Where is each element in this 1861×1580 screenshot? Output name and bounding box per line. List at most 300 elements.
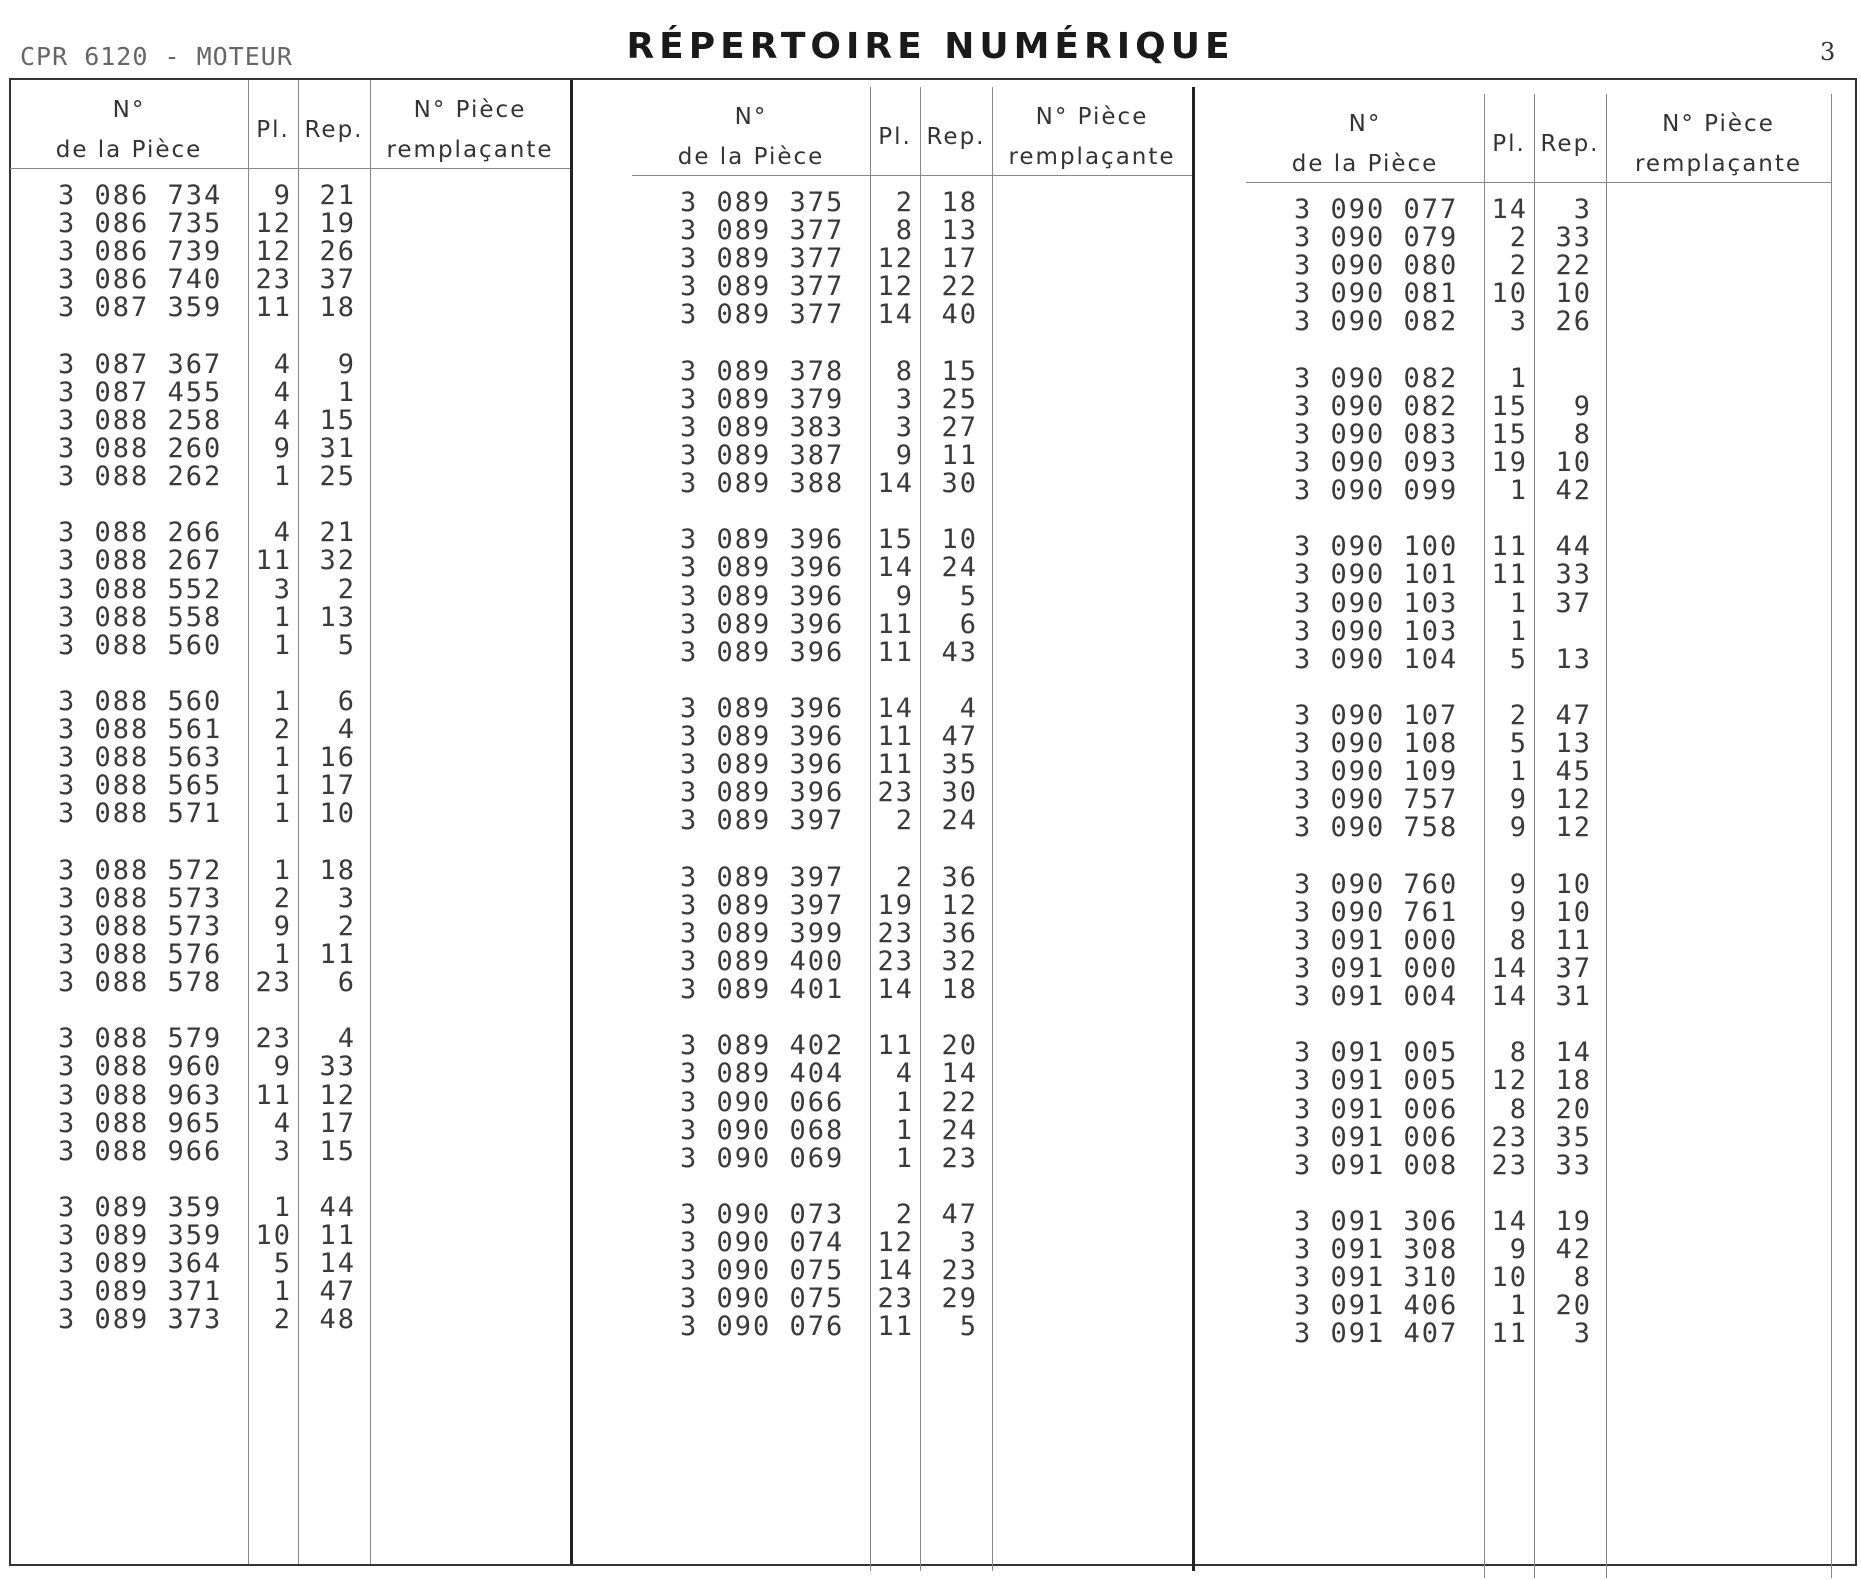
plate-number: 9 bbox=[1509, 868, 1528, 900]
reference-number: 30 bbox=[941, 777, 978, 809]
part-number: 3 090 083 bbox=[1294, 418, 1459, 450]
part-number: 3 090 109 bbox=[1294, 756, 1459, 788]
plate-number: 14 bbox=[877, 692, 914, 724]
reference-number: 47 bbox=[941, 721, 978, 753]
plate-number: 10 bbox=[1491, 278, 1528, 310]
plate-number: 23 bbox=[877, 917, 914, 949]
table-row bbox=[10, 461, 570, 494]
part-number: 3 090 069 bbox=[680, 1142, 845, 1174]
plate-number: 1 bbox=[273, 601, 292, 633]
plate-number: 3 bbox=[273, 573, 292, 605]
part-number: 3 088 960 bbox=[58, 1051, 223, 1083]
part-number: 3 088 966 bbox=[58, 1135, 223, 1167]
part-number: 3 088 560 bbox=[58, 685, 223, 717]
part-number: 3 091 407 bbox=[1294, 1318, 1459, 1350]
table-row bbox=[10, 630, 570, 663]
reference-number: 13 bbox=[319, 601, 356, 633]
plate-number: 8 bbox=[895, 215, 914, 247]
reference-number: 35 bbox=[941, 749, 978, 781]
plate-number: 4 bbox=[273, 517, 292, 549]
header-part-number-line: de la Pièce bbox=[1291, 151, 1439, 177]
part-number: 3 090 761 bbox=[1294, 896, 1459, 928]
reference-number: 47 bbox=[941, 1198, 978, 1230]
reference-number: 10 bbox=[941, 524, 978, 556]
reference-number: 27 bbox=[941, 411, 978, 443]
part-number: 3 091 306 bbox=[1294, 1205, 1459, 1237]
plate-number: 5 bbox=[1509, 728, 1528, 760]
part-number: 3 091 005 bbox=[1294, 1065, 1459, 1097]
reference-number: 14 bbox=[319, 1248, 356, 1280]
reference-number: 2 bbox=[337, 910, 356, 942]
page-number: 3 bbox=[1820, 38, 1836, 66]
part-number: 3 090 760 bbox=[1294, 868, 1459, 900]
part-number: 3 091 406 bbox=[1294, 1290, 1459, 1322]
plate-number: 12 bbox=[877, 243, 914, 275]
plate-number: 11 bbox=[877, 636, 914, 668]
part-number: 3 089 402 bbox=[680, 1030, 845, 1062]
reference-number: 12 bbox=[1555, 812, 1592, 844]
part-number: 3 089 375 bbox=[680, 187, 845, 218]
reference-number: 9 bbox=[1573, 390, 1592, 422]
table-row bbox=[632, 1143, 1192, 1176]
part-number: 3 090 757 bbox=[1294, 784, 1459, 816]
reference-number: 44 bbox=[1555, 531, 1592, 563]
part-number: 3 089 404 bbox=[680, 1058, 845, 1090]
column-divider bbox=[1831, 94, 1832, 1578]
part-number: 3 087 455 bbox=[58, 376, 223, 408]
header-replacement bbox=[370, 90, 570, 170]
header-part-number bbox=[10, 90, 248, 170]
plate-number: 2 bbox=[1509, 699, 1528, 731]
part-number: 3 089 388 bbox=[680, 468, 845, 500]
reference-number: 18 bbox=[319, 292, 356, 324]
part-number: 3 089 400 bbox=[680, 945, 845, 977]
part-number: 3 089 396 bbox=[680, 524, 845, 556]
part-number: 3 090 758 bbox=[1294, 812, 1459, 844]
plate-number: 14 bbox=[1491, 981, 1528, 1013]
header-pl-line: Pl. bbox=[256, 117, 290, 143]
reference-number: 18 bbox=[941, 974, 978, 1006]
reference-number: 4 bbox=[959, 692, 978, 724]
reference-number: 25 bbox=[319, 461, 356, 493]
reference-number: 31 bbox=[319, 432, 356, 464]
part-number: 3 089 373 bbox=[58, 1304, 223, 1336]
part-number: 3 088 258 bbox=[58, 404, 223, 436]
reference-number: 18 bbox=[1555, 1065, 1592, 1097]
plate-number: 10 bbox=[255, 1220, 292, 1252]
part-number: 3 088 561 bbox=[58, 714, 223, 746]
part-number: 3 090 076 bbox=[680, 1311, 845, 1343]
plate-number: 14 bbox=[877, 1255, 914, 1287]
header-replacement-line: remplaçante bbox=[1634, 151, 1803, 177]
reference-number: 2 bbox=[337, 573, 356, 605]
plate-number: 9 bbox=[895, 580, 914, 612]
plate-number: 2 bbox=[273, 714, 292, 746]
reference-number: 22 bbox=[941, 1086, 978, 1118]
part-number: 3 091 005 bbox=[1294, 1037, 1459, 1069]
table-row bbox=[1246, 812, 1831, 845]
reference-number: 5 bbox=[959, 580, 978, 612]
part-number: 3 091 000 bbox=[1294, 952, 1459, 984]
part-number: 3 090 081 bbox=[1294, 278, 1459, 310]
part-number: 3 086 734 bbox=[58, 180, 223, 211]
plate-number: 3 bbox=[1509, 306, 1528, 338]
plate-number: 11 bbox=[1491, 1318, 1528, 1350]
reference-number: 44 bbox=[319, 1191, 356, 1223]
part-number: 3 090 082 bbox=[1294, 306, 1459, 338]
reference-number: 24 bbox=[941, 805, 978, 837]
plate-number: 2 bbox=[895, 1198, 914, 1230]
plate-number: 5 bbox=[273, 1248, 292, 1280]
table-row bbox=[10, 1136, 570, 1169]
part-number: 3 091 006 bbox=[1294, 1121, 1459, 1153]
reference-number: 1 bbox=[337, 376, 356, 408]
plate-number: 3 bbox=[895, 383, 914, 415]
part-number: 3 090 103 bbox=[1294, 615, 1459, 647]
reference-number: 24 bbox=[941, 552, 978, 584]
part-number: 3 090 066 bbox=[680, 1086, 845, 1118]
reference-number: 42 bbox=[1555, 1234, 1592, 1266]
part-number: 3 091 006 bbox=[1294, 1093, 1459, 1125]
reference-number: 20 bbox=[941, 1030, 978, 1062]
part-number: 3 089 399 bbox=[680, 917, 845, 949]
reference-number: 5 bbox=[337, 629, 356, 661]
plate-number: 1 bbox=[1509, 615, 1528, 647]
plate-number: 8 bbox=[1509, 1093, 1528, 1125]
reference-number: 13 bbox=[1555, 728, 1592, 760]
header-part-number-line: de la Pièce bbox=[55, 137, 203, 163]
plate-number: 23 bbox=[1491, 1121, 1528, 1153]
table-section-1 bbox=[10, 80, 570, 1564]
reference-number: 35 bbox=[1555, 1121, 1592, 1153]
reference-number: 13 bbox=[941, 215, 978, 247]
part-number: 3 088 267 bbox=[58, 545, 223, 577]
header-replacement-line: N° Pièce bbox=[413, 97, 527, 123]
reference-number: 10 bbox=[1555, 896, 1592, 928]
part-number: 3 089 359 bbox=[58, 1191, 223, 1223]
plate-number: 2 bbox=[895, 187, 914, 218]
reference-number: 10 bbox=[1555, 868, 1592, 900]
reference-number: 19 bbox=[319, 208, 356, 240]
reference-number: 12 bbox=[941, 889, 978, 921]
part-number: 3 090 080 bbox=[1294, 250, 1459, 282]
header-part-number-line: N° bbox=[1348, 111, 1382, 137]
plate-number: 11 bbox=[255, 545, 292, 577]
plate-number: 11 bbox=[877, 608, 914, 640]
reference-number: 42 bbox=[1555, 475, 1592, 507]
plate-number: 11 bbox=[877, 749, 914, 781]
part-number: 3 086 740 bbox=[58, 264, 223, 296]
part-number: 3 090 074 bbox=[680, 1227, 845, 1259]
part-number: 3 089 377 bbox=[680, 215, 845, 247]
plate-number: 1 bbox=[273, 629, 292, 661]
reference-number: 9 bbox=[337, 348, 356, 380]
header-replacement-line: N° Pièce bbox=[1035, 104, 1149, 130]
part-number: 3 089 397 bbox=[680, 861, 845, 893]
plate-number: 1 bbox=[895, 1086, 914, 1118]
reference-number: 14 bbox=[941, 1058, 978, 1090]
reference-number: 33 bbox=[1555, 1149, 1592, 1181]
plate-number: 14 bbox=[877, 299, 914, 331]
reference-number: 14 bbox=[1555, 1037, 1592, 1069]
part-number: 3 088 260 bbox=[58, 432, 223, 464]
part-number: 3 088 573 bbox=[58, 910, 223, 942]
part-number: 3 088 578 bbox=[58, 967, 223, 999]
part-number: 3 088 552 bbox=[58, 573, 223, 605]
document-reference: CPR 6120 - MOTEUR bbox=[20, 42, 293, 71]
plate-number: 2 bbox=[895, 805, 914, 837]
reference-number: 48 bbox=[319, 1304, 356, 1336]
part-number: 3 089 377 bbox=[680, 243, 845, 275]
reference-number: 16 bbox=[319, 742, 356, 774]
part-number: 3 090 099 bbox=[1294, 475, 1459, 507]
reference-number: 43 bbox=[941, 636, 978, 668]
reference-number: 15 bbox=[319, 404, 356, 436]
reference-number: 10 bbox=[1555, 278, 1592, 310]
table-section-3 bbox=[1246, 94, 1831, 1578]
part-number: 3 089 371 bbox=[58, 1276, 223, 1308]
plate-number: 1 bbox=[1509, 362, 1528, 394]
reference-number: 17 bbox=[319, 770, 356, 802]
plate-number: 4 bbox=[273, 376, 292, 408]
table-row bbox=[1246, 475, 1831, 508]
part-number: 3 088 573 bbox=[58, 882, 223, 914]
plate-number: 14 bbox=[1491, 952, 1528, 984]
part-number: 3 090 073 bbox=[680, 1198, 845, 1230]
part-number: 3 088 571 bbox=[58, 798, 223, 830]
plate-number: 9 bbox=[1509, 812, 1528, 844]
plate-number: 23 bbox=[255, 967, 292, 999]
plate-number: 9 bbox=[1509, 1234, 1528, 1266]
header-part-number bbox=[632, 97, 870, 177]
part-number: 3 089 397 bbox=[680, 805, 845, 837]
plate-number: 4 bbox=[273, 404, 292, 436]
header-pl bbox=[870, 117, 920, 157]
table-row bbox=[1246, 306, 1831, 339]
header-part-number-line: N° bbox=[112, 97, 146, 123]
part-number: 3 086 739 bbox=[58, 236, 223, 268]
reference-number: 17 bbox=[941, 243, 978, 275]
plate-number: 10 bbox=[1491, 1262, 1528, 1294]
reference-number: 10 bbox=[319, 798, 356, 830]
reference-number: 22 bbox=[941, 271, 978, 303]
reference-number: 33 bbox=[319, 1051, 356, 1083]
header-rep bbox=[1534, 124, 1606, 164]
reference-number: 30 bbox=[941, 468, 978, 500]
plate-number: 15 bbox=[1491, 418, 1528, 450]
table-row bbox=[10, 967, 570, 1000]
plate-number: 1 bbox=[273, 461, 292, 493]
part-number: 3 089 396 bbox=[680, 552, 845, 584]
part-number: 3 088 563 bbox=[58, 742, 223, 774]
table-row bbox=[632, 1311, 1192, 1344]
part-number: 3 088 266 bbox=[58, 517, 223, 549]
header-pl-line: Pl. bbox=[1492, 131, 1526, 157]
plate-number: 1 bbox=[273, 1276, 292, 1308]
part-number: 3 088 572 bbox=[58, 854, 223, 886]
part-number: 3 091 008 bbox=[1294, 1149, 1459, 1181]
reference-number: 15 bbox=[941, 355, 978, 387]
table-row bbox=[1246, 1318, 1831, 1351]
reference-number: 21 bbox=[319, 180, 356, 211]
plate-number: 12 bbox=[255, 236, 292, 268]
part-number: 3 088 576 bbox=[58, 938, 223, 970]
plate-number: 11 bbox=[877, 1030, 914, 1062]
reference-number: 20 bbox=[1555, 1093, 1592, 1125]
reference-number: 37 bbox=[1555, 952, 1592, 984]
plate-number: 9 bbox=[895, 439, 914, 471]
reference-number: 32 bbox=[319, 545, 356, 577]
plate-number: 1 bbox=[895, 1114, 914, 1146]
reference-number: 3 bbox=[1573, 194, 1592, 225]
part-number: 3 091 004 bbox=[1294, 981, 1459, 1013]
part-number: 3 089 379 bbox=[680, 383, 845, 415]
plate-number: 9 bbox=[273, 180, 292, 211]
part-number: 3 089 396 bbox=[680, 580, 845, 612]
part-number: 3 091 310 bbox=[1294, 1262, 1459, 1294]
plate-number: 1 bbox=[1509, 475, 1528, 507]
plate-number: 19 bbox=[877, 889, 914, 921]
reference-number: 3 bbox=[1573, 1318, 1592, 1350]
part-number: 3 089 396 bbox=[680, 749, 845, 781]
page-title: RÉPERTOIRE NUMÉRIQUE bbox=[626, 26, 1235, 67]
plate-number: 1 bbox=[273, 854, 292, 886]
plate-number: 8 bbox=[895, 355, 914, 387]
part-number: 3 090 082 bbox=[1294, 390, 1459, 422]
plate-number: 9 bbox=[1509, 784, 1528, 816]
plate-number: 4 bbox=[273, 1107, 292, 1139]
plate-number: 9 bbox=[273, 432, 292, 464]
table-row bbox=[632, 299, 1192, 332]
reference-number: 18 bbox=[941, 187, 978, 218]
plate-number: 15 bbox=[877, 524, 914, 556]
part-number: 3 090 093 bbox=[1294, 446, 1459, 478]
reference-number: 12 bbox=[319, 1079, 356, 1111]
table-row bbox=[10, 798, 570, 831]
part-number: 3 090 104 bbox=[1294, 643, 1459, 675]
plate-number: 15 bbox=[1491, 390, 1528, 422]
part-number: 3 089 401 bbox=[680, 974, 845, 1006]
part-number: 3 088 565 bbox=[58, 770, 223, 802]
header-pl bbox=[248, 110, 298, 150]
part-number: 3 089 396 bbox=[680, 692, 845, 724]
part-number: 3 089 396 bbox=[680, 721, 845, 753]
column-divider bbox=[570, 80, 573, 1564]
table-row bbox=[632, 974, 1192, 1007]
reference-number: 11 bbox=[1555, 924, 1592, 956]
header-pl-line: Pl. bbox=[878, 124, 912, 150]
plate-number: 1 bbox=[273, 798, 292, 830]
reference-number: 20 bbox=[1555, 1290, 1592, 1322]
plate-number: 2 bbox=[273, 882, 292, 914]
plate-number: 14 bbox=[877, 974, 914, 1006]
reference-number: 36 bbox=[941, 861, 978, 893]
plate-number: 2 bbox=[273, 1304, 292, 1336]
plate-number: 3 bbox=[273, 1135, 292, 1167]
reference-number: 45 bbox=[1555, 756, 1592, 788]
part-number: 3 088 579 bbox=[58, 1023, 223, 1055]
plate-number: 9 bbox=[273, 1051, 292, 1083]
plate-number: 5 bbox=[1509, 643, 1528, 675]
reference-number: 15 bbox=[319, 1135, 356, 1167]
reference-number: 6 bbox=[959, 608, 978, 640]
plate-number: 14 bbox=[1491, 194, 1528, 225]
reference-number: 31 bbox=[1555, 981, 1592, 1013]
reference-number: 3 bbox=[337, 882, 356, 914]
part-number: 3 089 377 bbox=[680, 299, 845, 331]
reference-number: 40 bbox=[941, 299, 978, 331]
header-replacement bbox=[1606, 104, 1831, 184]
header-replacement-line: N° Pièce bbox=[1662, 111, 1775, 137]
reference-number: 10 bbox=[1555, 446, 1592, 478]
table-row bbox=[632, 468, 1192, 501]
reference-number: 8 bbox=[1573, 418, 1592, 450]
plate-number: 1 bbox=[273, 938, 292, 970]
part-number: 3 089 396 bbox=[680, 777, 845, 809]
plate-number: 23 bbox=[877, 945, 914, 977]
reference-number: 3 bbox=[959, 1227, 978, 1259]
plate-number: 12 bbox=[877, 1227, 914, 1259]
part-number: 3 089 397 bbox=[680, 889, 845, 921]
plate-number: 1 bbox=[273, 770, 292, 802]
header-part-number-line: de la Pièce bbox=[677, 144, 825, 170]
reference-number: 4 bbox=[337, 714, 356, 746]
header-rep-line: Rep. bbox=[304, 117, 364, 143]
reference-number: 13 bbox=[1555, 643, 1592, 675]
reference-number: 4 bbox=[337, 1023, 356, 1055]
table-row bbox=[1246, 1150, 1831, 1183]
part-number: 3 090 107 bbox=[1294, 699, 1459, 731]
plate-number: 19 bbox=[1491, 446, 1528, 478]
part-number: 3 088 965 bbox=[58, 1107, 223, 1139]
plate-number: 4 bbox=[273, 348, 292, 380]
reference-number: 24 bbox=[941, 1114, 978, 1146]
part-number: 3 090 103 bbox=[1294, 587, 1459, 619]
part-number: 3 090 075 bbox=[680, 1283, 845, 1315]
plate-number: 12 bbox=[1491, 1065, 1528, 1097]
header-rep-line: Rep. bbox=[926, 124, 986, 150]
reference-number: 25 bbox=[941, 383, 978, 415]
plate-number: 2 bbox=[895, 861, 914, 893]
part-number: 3 090 077 bbox=[1294, 194, 1459, 225]
plate-number: 1 bbox=[1509, 1290, 1528, 1322]
plate-number: 8 bbox=[1509, 924, 1528, 956]
plate-number: 1 bbox=[273, 1191, 292, 1223]
part-number: 3 090 082 bbox=[1294, 362, 1459, 394]
plate-number: 11 bbox=[255, 1079, 292, 1111]
table-row bbox=[10, 292, 570, 325]
plate-number: 2 bbox=[1509, 222, 1528, 254]
reference-number: 11 bbox=[319, 1220, 356, 1252]
plate-number: 1 bbox=[1509, 587, 1528, 619]
plate-number: 11 bbox=[255, 292, 292, 324]
plate-number: 14 bbox=[877, 468, 914, 500]
plate-number: 23 bbox=[255, 1023, 292, 1055]
part-number: 3 090 100 bbox=[1294, 531, 1459, 563]
part-number: 3 088 963 bbox=[58, 1079, 223, 1111]
reference-number: 47 bbox=[319, 1276, 356, 1308]
plate-number: 12 bbox=[877, 271, 914, 303]
part-number: 3 089 377 bbox=[680, 271, 845, 303]
part-number: 3 087 359 bbox=[58, 292, 223, 324]
header-rep-line: Rep. bbox=[1540, 131, 1600, 157]
part-number: 3 088 558 bbox=[58, 601, 223, 633]
reference-number: 33 bbox=[1555, 222, 1592, 254]
part-number: 3 090 108 bbox=[1294, 728, 1459, 760]
header-replacement bbox=[992, 97, 1192, 177]
reference-number: 32 bbox=[941, 945, 978, 977]
table-row bbox=[1246, 644, 1831, 677]
